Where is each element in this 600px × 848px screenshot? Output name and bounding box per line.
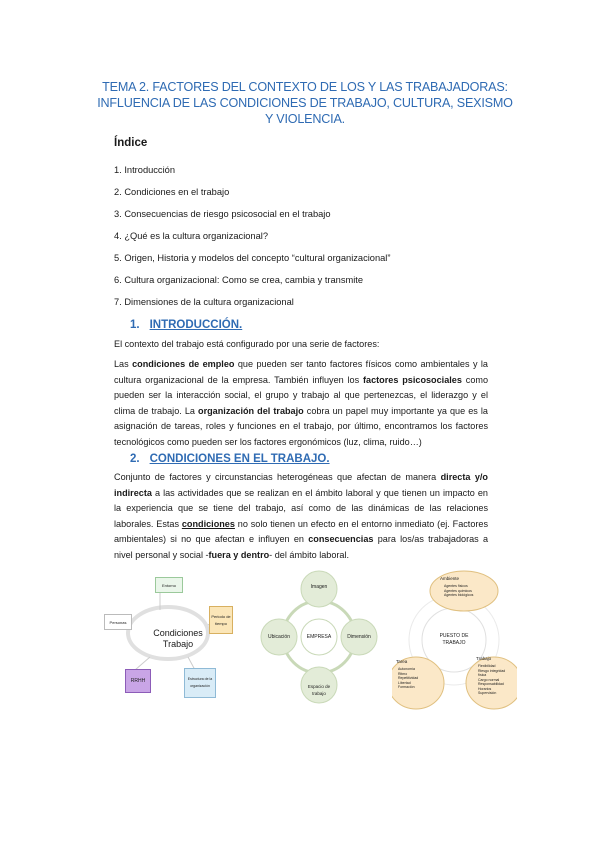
diagram-node: Imagen	[310, 583, 328, 590]
section-2-heading	[130, 453, 330, 465]
index-heading: Índice	[114, 137, 148, 149]
diagram-node: RRHH	[125, 669, 151, 693]
tarea-title: Tarea	[396, 659, 408, 664]
diagram-node: Espacio de trabajo	[307, 684, 331, 696]
section-number: 2.	[130, 453, 140, 465]
section-title: CONDICIONES EN EL TRABAJO.	[149, 453, 330, 465]
diagram-node: Periodo de tiempo	[209, 606, 233, 634]
diagram-node: Ubicación	[268, 633, 290, 640]
trabajo-title: Trabajo	[476, 656, 492, 661]
section-1-paragraph: Las condiciones de empleo que pueden ser tanto factores físicos como ambientales y la cultura organizacional de la empresa. También influyen los factores psicosociales como pueden ser la interacción social, el grupo y trabajo al que pertenezcas, el liderazgo y el clima de trabajo. La organización del trabajo cobra un papel muy importante ya que es la asignación de tareas, roles y funciones en el trabajo, por último, encontramos los factores tecnológicos como pueden ser los factores ergonómicos (luz, clima, ruido…)	[114, 359, 489, 447]
index-item: 4. ¿Qué es la cultura organizacional?	[114, 231, 269, 241]
ambiente-title: Ambiente	[440, 576, 460, 581]
tarea-list: Autonomía Ritmo Repetitividad Libertad Formación	[398, 667, 419, 689]
diagram-node: Personas	[104, 614, 132, 630]
diagram-center: EMPRESA	[306, 633, 332, 640]
index-item: 6. Cultura organizacional: Como se crea, cambia y transmite	[114, 275, 364, 285]
index-item: 1. Introducción	[114, 165, 175, 175]
diagram-node: Dimensión	[347, 633, 371, 640]
diagram-center: PUESTO DE TRABAJO	[439, 633, 469, 646]
diagram-center: Condiciones Trabajo	[153, 628, 203, 649]
index-item: 2. Condiciones en el trabajo	[114, 187, 230, 197]
ambiente-list: Agentes físicos Agentes químicos Agentes biológicos	[444, 584, 474, 597]
trabajo-list: Flexibilidad Riesgo integridad física Cargo normal Responsabilidad Horarios Supervisión	[478, 664, 506, 695]
diagram-node: Entorno	[155, 577, 183, 593]
index-item: 7. Dimensiones de la cultura organizacional	[114, 297, 294, 307]
index-item: 5. Origen, Historia y modelos del concepto “cultural organizacional”	[114, 253, 391, 263]
page-title: TEMA 2. FACTORES DEL CONTEXTO DE LOS Y LAS TRABAJADORAS: INFLUENCIA DE LAS CONDICIONES DE TRABAJO, CULTURA, SEXISMO Y VIOLENCIA.	[97, 80, 513, 126]
section-2-paragraph: Conjunto de factores y circunstancias heterogéneas que afectan de manera directa y/o indirecta a las actividades que se realizan en el ámbito laboral y que tienen un impacto en la experiencia que se tiene del trabajo, así como de las dinámicas de las relaciones laborales. Estas condiciones no solo tienen un efecto en el entorno inmediato (ej. Factores ambientales) si no que afectan e influyen en consecuencias para los/as trabajadoras a nivel personal y social -fuera y dentro- del ámbito laboral.	[114, 472, 489, 560]
section-1-heading	[130, 319, 242, 331]
section-title: INTRODUCCIÓN.	[149, 319, 243, 331]
diagram-node: Estructura de la organización	[184, 668, 216, 698]
section-1-intro: El contexto del trabajo está configurado por una serie de factores:	[114, 339, 380, 349]
index-item: 3. Consecuencias de riesgo psicosocial en el trabajo	[114, 209, 331, 219]
section-number: 1.	[130, 319, 140, 331]
